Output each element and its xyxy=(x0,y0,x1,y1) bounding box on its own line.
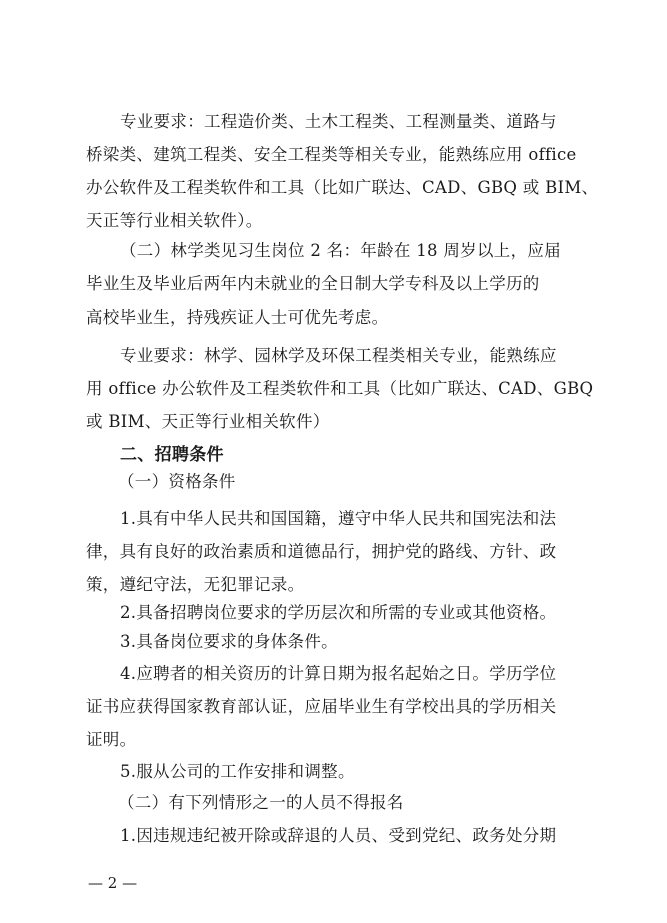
text-line: 天正等行业相关软件）。 xyxy=(86,211,263,230)
text-line: 用 office 办公软件及工程类软件和工具（比如广联达、CAD、GBQ xyxy=(86,379,594,398)
text-line: （二）林学类见习生岗位 2 名：年龄在 18 周岁以上，应届 xyxy=(120,241,561,260)
text-line: 专业要求：工程造价类、土木工程类、工程测量类、道路与 xyxy=(120,112,557,131)
text-line: 3.具备岗位要求的身体条件。 xyxy=(120,632,338,651)
subsection-heading: （一）资格条件 xyxy=(118,472,236,491)
text-line: 4.应聘者的相关资历的计算日期为报名起始之日。学历学位 xyxy=(120,664,557,683)
section-heading: 二、招聘条件 xyxy=(120,445,224,465)
text-line: 办公软件及工程类软件和工具（比如广联达、CAD、GBQ 或 BIM、 xyxy=(86,178,599,197)
text-line: 1.因违规违纪被开除或辞退的人员、受到党纪、政务处分期 xyxy=(120,826,557,845)
text-line: 5.服从公司的工作安排和调整。 xyxy=(120,762,355,781)
text-line: 证明。 xyxy=(86,730,137,749)
text-line: 毕业生及毕业后两年内未就业的全日制大学专科及以上学历的 xyxy=(86,274,540,293)
text-line: 2.具备招聘岗位要求的学历层次和所需的专业或其他资格。 xyxy=(120,603,557,622)
text-line: 证书应获得国家教育部认证，应届毕业生有学校出具的学历相关 xyxy=(86,697,557,716)
text-line: 策，遵纪守法，无犯罪记录。 xyxy=(86,575,305,594)
text-line: 1.具有中华人民共和国国籍，遵守中华人民共和国宪法和法 xyxy=(120,509,557,528)
text-line: 或 BIM、天正等行业相关软件） xyxy=(86,412,330,431)
text-line: 专业要求：林学、园林学及环保工程类相关专业，能熟练应 xyxy=(120,346,557,365)
page-number: — 2 — xyxy=(88,874,138,892)
text-line: 高校毕业生，持残疾证人士可优先考虑。 xyxy=(86,308,389,327)
text-line: 桥梁类、建筑工程类、安全工程类等相关专业，能熟练应用 office xyxy=(86,145,577,164)
subsection-heading: （二）有下列情形之一的人员不得报名 xyxy=(118,793,404,812)
text-line: 律，具有良好的政治素质和道德品行，拥护党的路线、方针、政 xyxy=(86,542,557,561)
